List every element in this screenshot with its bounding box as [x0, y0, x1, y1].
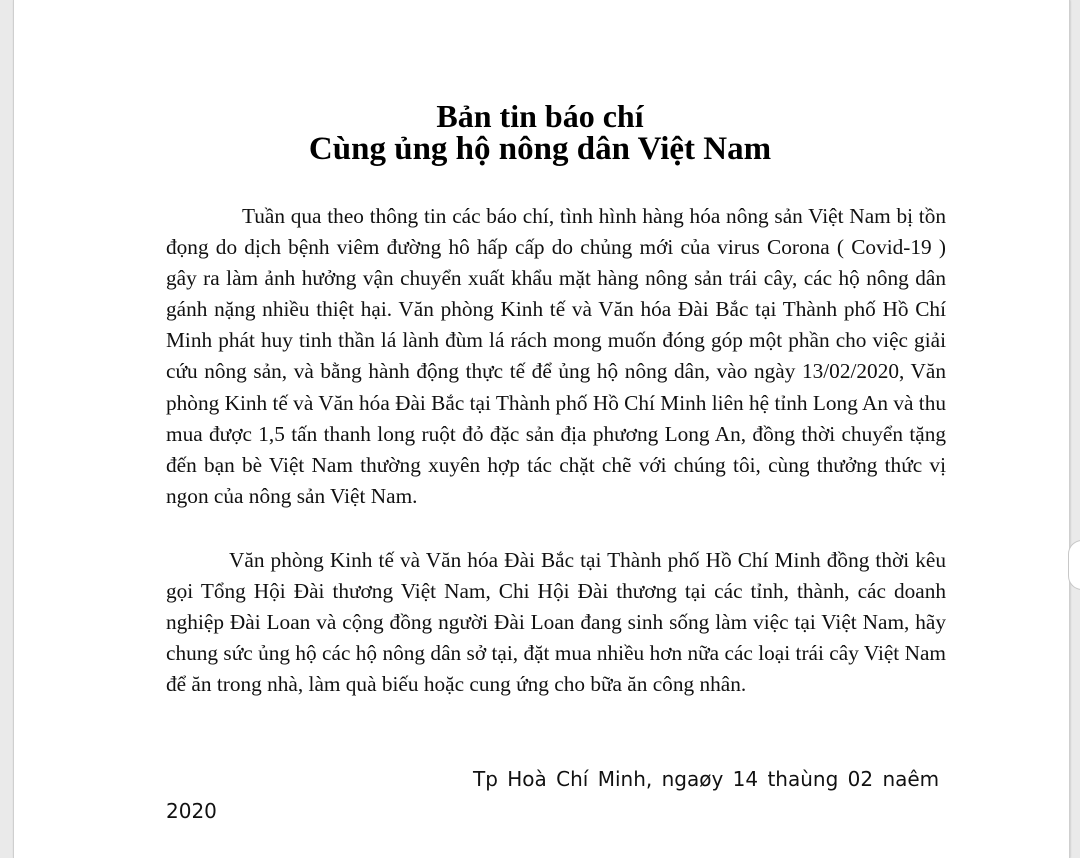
press-release-subheading: Cùng ủng hộ nông dân Việt Nam [308, 131, 772, 167]
side-scroll-handle[interactable] [1068, 540, 1080, 590]
date-line: Tp Hoà Chí Minh, ngaøy 14 thaùng 02 naêm [473, 767, 940, 791]
page-edge-right [1069, 0, 1070, 858]
body-paragraph-1: Tuần qua theo thông tin các báo chí, tình hình hàng hóa nông sản Việt Nam bị tồn đọng do dịch bệnh viêm đường hô hấp cấp do chủng mới của virus Corona ( Covid-19 ) gây ra làm ảnh hưởng vận chuyển xuất khẩu mặt hàng nông sản trái cây, các hộ nông dân gánh nặng nhiều thiệt hại. Văn phòng Kinh tế và Văn hóa Đài Bắc tại Thành phố Hồ Chí Minh phát huy tinh thần lá lành đùm lá rách mong muốn đóng góp một phần cho việc giải cứu nông sản, và bằng hành động thực tế để ủng hộ nông dân, vào ngày 13/02/2020, Văn phòng Kinh tế và Văn hóa Đài Bắc tại Thành phố Hồ Chí Minh liên hệ tỉnh Long An và thu mua được 1,5 tấn thanh long ruột đỏ đặc sản địa phương Long An, đồng thời chuyển tặng đến bạn bè Việt Nam thường xuyên hợp tác chặt chẽ với chúng tôi, cùng thưởng thức vị ngon của nông sản Việt Nam. [166, 204, 946, 508]
date-year: 2020 [166, 799, 217, 823]
press-release-heading: Bản tin báo chí [436, 98, 644, 134]
body-paragraph-2: Văn phòng Kinh tế và Văn hóa Đài Bắc tại Thành phố Hồ Chí Minh đồng thời kêu gọi Tổng Hội Đài thương Việt Nam, Chi Hội Đài thương tại các tỉnh, thành, các doanh nghiệp Đài Loan và cộng đồng người Đài Loan đang sinh sống làm việc tại Việt Nam, hãy chung sức ủng hộ các hộ nông dân sở tại, đặt mua nhiều hơn nữa các loại trái cây Việt Nam để ăn trong nhà, làm quà biếu hoặc cung ứng cho bữa ăn công nhân. [166, 548, 946, 697]
